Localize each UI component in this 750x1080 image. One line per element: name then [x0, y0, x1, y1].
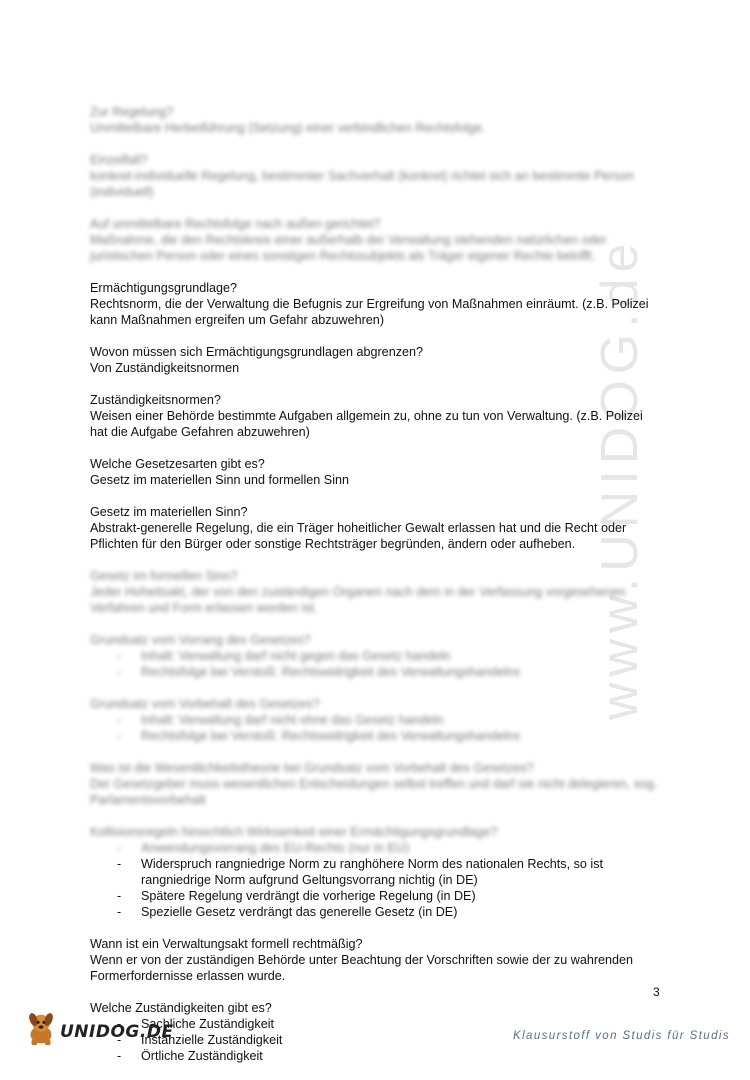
answer-line: juristischen Person oder eines sonstigen Rechtssubjekts als Träger eigener Rechte betrifft. [90, 249, 596, 263]
qa-block [90, 280, 660, 328]
list-item: - Örtliche Zuständigkeit [117, 1048, 660, 1064]
answer-line: Parlamentsvorbehalt [90, 793, 206, 807]
question: Zuständigkeitsnormen? [90, 393, 221, 407]
blurred-section-top [90, 104, 660, 264]
dash-list [90, 712, 660, 744]
list-item: - Spätere Regelung verdrängt die vorherige Regelung (in DE) [117, 888, 660, 904]
question: Einzelfall? [90, 153, 148, 167]
question: Zur Regelung? [90, 105, 174, 119]
page-content [90, 104, 660, 1080]
list-item: - Sachliche Zuständigkeit [117, 1016, 660, 1032]
qa-block [90, 456, 660, 488]
qa-block [90, 936, 660, 984]
question: Gesetz im formellen Sinn? [90, 569, 238, 583]
list-item: - Rechtsfolge bei Verstoß: Rechtswidrigkeit des Verwaltungshandelns [117, 664, 660, 680]
question: Wann ist ein Verwaltungsakt formell rechtmäßig? [90, 937, 363, 951]
kollision-question: Kollisionsregeln hinsichtlich Wirksamkeit einer Ermächtigungsgrundlage? [90, 825, 498, 839]
kollision-list [90, 840, 660, 920]
answer-line: Unmittelbare Herbeiführung (Setzung) einer verbindlichen Rechtsfolge. [90, 121, 486, 135]
answer-line: hat die Aufgabe Gefahren abzuwehren) [90, 425, 310, 439]
list-item: - Instanzielle Zuständigkeit [117, 1032, 660, 1048]
list-item: - Spezielle Gesetz verdrängt das generelle Gesetz (in DE) [117, 904, 660, 920]
answer-line: kann Maßnahmen ergreifen um Gefahr abzuwehren) [90, 313, 385, 327]
question: Wovon müssen sich Ermächtigungsgrundlagen abgrenzen? [90, 345, 424, 359]
qa-block [90, 104, 660, 136]
qa-block [90, 568, 660, 616]
question: Gesetz im materiellen Sinn? [90, 505, 248, 519]
question: Welche Gesetzesarten gibt es? [90, 457, 265, 471]
list-item: - Inhalt: Verwaltung darf nicht ohne das Gesetz handeln [117, 712, 660, 728]
answer-line: Jeder Hoheitsakt, der von den zuständigen Organen nach dem in der Verfassung vorgesehenen [90, 585, 626, 599]
answer-line: Von Zuständigkeitsnormen [90, 361, 240, 375]
answer-line: (individuell) [90, 185, 154, 199]
answer-line: Abstrakt-generelle Regelung, die ein Träger hoheitlicher Gewalt erlassen hat und die Recht oder [90, 521, 627, 535]
answer-line: konkret-individuelle Regelung, bestimmter Sachverhalt (konkret) richtet sich an bestimmte Person [90, 169, 634, 183]
question: Ermächtigungsgrundlage? [90, 281, 238, 295]
list-item: - Anwendungsvorrang des EU-Rechts (nur in EU) [117, 840, 660, 856]
question: Was ist die Wesentlichkeitstheorie bei Grundsatz vom Vorbehalt des Gesetzes? [90, 761, 534, 775]
answer-line: Formerfordernisse erlassen wurde. [90, 969, 286, 983]
page-number: 3 [653, 985, 660, 999]
list-item: - Widerspruch rangniedrige Norm zu ranghöhere Norm des nationalen Rechts, so ist rangniedrige Norm aufgrund Geltungsvorrang nichtig (in DE) [117, 856, 660, 888]
logo-text: UNIDOG.DE [60, 1022, 174, 1042]
qa-block [90, 344, 660, 376]
answer-line: Maßnahme, die den Rechtskreis einer außerhalb der Verwaltung stehenden natürlichen oder [90, 233, 607, 247]
kollision-block [90, 824, 660, 920]
blurred-section-bottom [90, 568, 660, 808]
question: Welche Zuständigkeiten gibt es? [90, 1001, 272, 1015]
qa-block [90, 392, 660, 440]
answer-line: Rechtsnorm, die der Verwaltung die Befugnis zur Ergreifung von Maßnahmen einräumt. (z.B. Polizei [90, 297, 649, 311]
answer-line: Pflichten für den Bürger oder sonstige Rechtsträger begründen, ändern oder aufheben. [90, 537, 576, 551]
qa-block [90, 696, 660, 744]
list-item: - Inhalt: Verwaltung darf nicht gegen das Gesetz handeln [117, 648, 660, 664]
qa-block [90, 632, 660, 680]
qa-block [90, 504, 660, 552]
footer-logo [22, 1010, 182, 1050]
clear-section-middle [90, 280, 660, 552]
answer-line: Verfahren und Form erlassen worden ist. [90, 601, 318, 615]
question: Auf unmittelbare Rechtsfolge nach außen gerichtet? [90, 217, 381, 231]
dash-list [90, 648, 660, 680]
qa-block [90, 152, 660, 200]
answer-line: Wenn er von der zuständigen Behörde unter Beachtung der Vorschriften sowie der zu wahrenden [90, 953, 634, 967]
answer-line: Gesetz im materiellen Sinn und formellen Sinn [90, 473, 349, 487]
qa-block [90, 760, 660, 808]
footer-tagline: Klausurstoff von Studis für Studis [513, 1030, 730, 1042]
answer-line: Weisen einer Behörde bestimmte Aufgaben allgemein zu, ohne zu tun von Verwaltung. (z.B. Polizei [90, 409, 643, 423]
question: Grundsatz vom Vorbehalt des Gesetzes? [90, 697, 320, 711]
list-item: - Rechtsfolge bei Verstoß: Rechtswidrigkeit des Verwaltungshandelns [117, 728, 660, 744]
watermark: www.UNIDOG.de [591, 237, 649, 720]
qa-block [90, 216, 660, 264]
dog-mascot-icon [22, 1010, 60, 1048]
question: Grundsatz vom Vorrang des Gesetzes? [90, 633, 311, 647]
answer-line: Der Gesetzgeber muss wesentlichen Entscheidungen selbst treffen und darf sie nicht delegieren, sog. [90, 777, 658, 791]
